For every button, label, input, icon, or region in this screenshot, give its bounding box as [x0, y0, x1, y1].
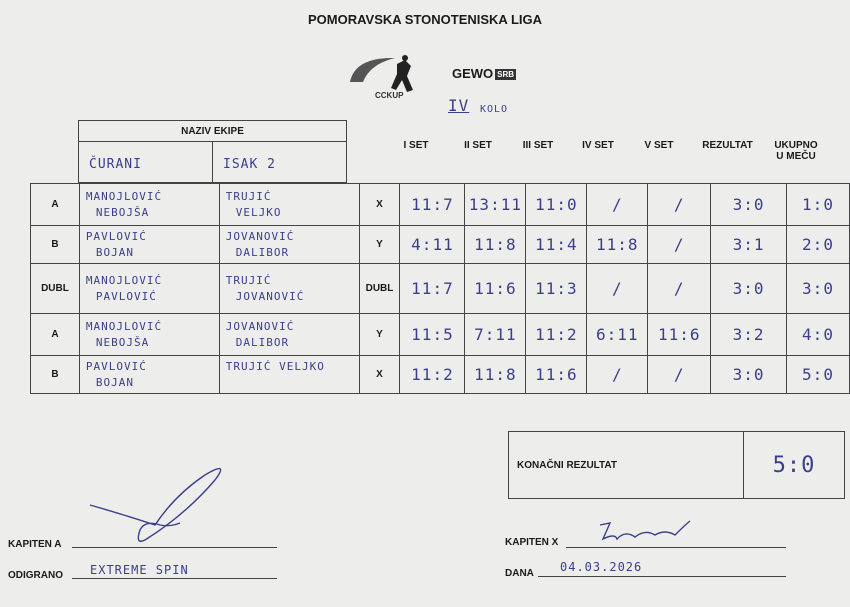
away-player: TRUJIĆ JOVANOVIĆ [219, 264, 359, 314]
set-score: 7:11 [465, 314, 526, 356]
set-score: 11:8 [465, 356, 526, 394]
col-result: REZULTAT [702, 140, 753, 151]
col-set2: II SET [464, 140, 492, 151]
away-player: TRUJIĆ VELJKO [219, 356, 359, 394]
captain-x-label: KAPITEN X [505, 537, 559, 548]
match-row [31, 264, 850, 314]
captain-a-signature [85, 455, 235, 550]
set-score: / [587, 356, 648, 394]
date-value: 04.03.2026 [560, 560, 643, 574]
matches-table [30, 183, 850, 394]
team-header: NAZIV EKIPE [79, 121, 347, 142]
match-result: 3:0 [711, 356, 787, 394]
played-value: EXTREME SPIN [90, 563, 189, 577]
match-vs: X [359, 184, 400, 226]
match-label: A [31, 314, 80, 356]
col-set5: V SET [644, 140, 674, 151]
final-result-box [508, 431, 845, 499]
set-score: 13:11 [465, 184, 526, 226]
final-value: 5:0 [744, 432, 845, 499]
col-set3: III SET [522, 140, 554, 151]
page-title: POMORAVSKA STONOTENISKA LIGA [307, 12, 542, 27]
away-player: JOVANOVIĆ DALIBOR [219, 226, 359, 264]
home-player: MANOJLOVIĆ PAVLOVIĆ [79, 264, 219, 314]
played-label: ODIGRANO [8, 570, 63, 581]
match-row [31, 356, 850, 394]
match-label: B [31, 226, 80, 264]
home-player: PAVLOVIĆ BOJAN [79, 226, 219, 264]
match-vs: Y [359, 226, 400, 264]
set-score: / [648, 184, 711, 226]
set-score: 11:0 [526, 184, 587, 226]
captain-x-line [566, 547, 786, 548]
away-player: JOVANOVIĆ DALIBOR [219, 314, 359, 356]
captain-a-label: KAPITEN A [8, 539, 62, 550]
match-result: 3:2 [711, 314, 787, 356]
league-logo [345, 52, 435, 102]
date-line [538, 576, 786, 577]
match-total: 4:0 [787, 314, 850, 356]
match-total: 3:0 [787, 264, 850, 314]
set-score: 11:7 [400, 184, 465, 226]
match-result: 3:1 [711, 226, 787, 264]
set-score: / [587, 264, 648, 314]
set-score: / [648, 226, 711, 264]
set-score: 11:6 [526, 356, 587, 394]
set-score: 4:11 [400, 226, 465, 264]
set-score: 11:6 [465, 264, 526, 314]
set-score: 11:8 [465, 226, 526, 264]
match-vs: Y [359, 314, 400, 356]
col-set4: IV SET [582, 140, 614, 151]
set-score: 11:5 [400, 314, 465, 356]
set-score: 11:3 [526, 264, 587, 314]
captain-x-signature [595, 515, 695, 545]
date-label: DANA [505, 568, 534, 579]
team-names-table [78, 120, 347, 183]
match-label: B [31, 356, 80, 394]
sponsor-logo [452, 66, 516, 81]
match-result: 3:0 [711, 264, 787, 314]
col-set1: I SET [403, 140, 429, 151]
col-total: UKUPNO U MEČU [774, 140, 818, 162]
set-score: 11:7 [400, 264, 465, 314]
home-player: MANOJLOVIĆ NEBOJŠA [79, 184, 219, 226]
team-a-name: ČURANI [79, 142, 213, 183]
set-score: 11:4 [526, 226, 587, 264]
set-score: / [648, 356, 711, 394]
match-row [31, 314, 850, 356]
set-score: 11:2 [526, 314, 587, 356]
team-x-name: ISAK 2 [213, 142, 347, 183]
match-total: 2:0 [787, 226, 850, 264]
played-line [72, 578, 277, 579]
set-score: 11:2 [400, 356, 465, 394]
match-total: 5:0 [787, 356, 850, 394]
match-row [31, 184, 850, 226]
match-result: 3:0 [711, 184, 787, 226]
home-player: MANOJLOVIĆ NEBOJŠA [79, 314, 219, 356]
logo-text: CCKUP [375, 91, 404, 100]
sponsor-name: GEWO [452, 66, 494, 81]
away-player: TRUJIĆ VELJKO [219, 184, 359, 226]
sponsor-badge: SRB [497, 70, 515, 80]
round-number: IV [448, 96, 470, 115]
match-vs: X [359, 356, 400, 394]
set-score: / [648, 264, 711, 314]
match-total: 1:0 [787, 184, 850, 226]
captain-a-line [72, 547, 277, 548]
set-score: 11:6 [648, 314, 711, 356]
set-score: 6:11 [587, 314, 648, 356]
column-headers [384, 140, 827, 162]
match-label: A [31, 184, 80, 226]
final-label: KONAČNI REZULTAT [509, 432, 744, 499]
match-vs: DUBL [359, 264, 400, 314]
match-row [31, 226, 850, 264]
set-score: / [587, 184, 648, 226]
round-word: KOLO [480, 104, 509, 115]
match-label: DUBL [31, 264, 80, 314]
home-player: PAVLOVIĆ BOJAN [79, 356, 219, 394]
set-score: 11:8 [587, 226, 648, 264]
